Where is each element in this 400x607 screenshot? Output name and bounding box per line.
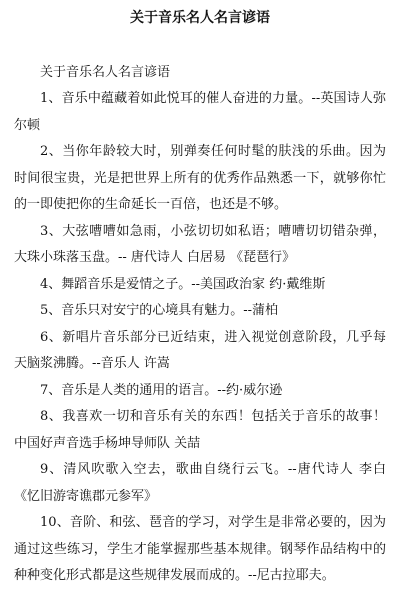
quote-paragraph-1: 1、音乐中蕴藏着如此悦耳的催人奋进的力量。--英国诗人弥尔顿 bbox=[14, 91, 386, 133]
quote-paragraph-8: 8、我喜欢一切和音乐有关的东西！包括关于音乐的故事！中国好声音选手杨坤导师队 关喆 bbox=[14, 409, 386, 451]
quote-paragraph-10: 10、音阶、和弦、琶音的学习，对学生是非常必要的，因为通过这些练习，学生才能掌握那些基本规律。钢琴作品结构中的种种变化形式都是这些规律发展而成的。--尼古拉耶夫。 bbox=[14, 515, 386, 583]
quote-paragraph-2: 2、当你年龄较大时，别弹奏任何时髦的肤浅的乐曲。因为时间很宝贵，光是把世界上所有的优秀作品熟悉一下，就够你忙的一即使把你的生命延长一百倍，也还是不够。 bbox=[14, 144, 386, 212]
document-title: 关于音乐名人名言谚语 bbox=[130, 10, 270, 26]
document-subheading: 关于音乐名人名言谚语 bbox=[40, 65, 171, 80]
quote-paragraph-9: 9、清风吹歌入空去，歌曲自绕行云飞。--唐代诗人 李白《忆旧游寄谯郡元参军》 bbox=[14, 462, 386, 504]
quote-paragraph-3: 3、大弦嘈嘈如急雨，小弦切切如私语；嘈嘈切切错杂弹，大珠小珠落玉盘。-- 唐代诗人 白居易 《琵琶行》 bbox=[14, 223, 386, 265]
quote-paragraph-6: 6、新唱片音乐部分已近结束，进入视觉创意阶段，几乎每天脑浆沸腾。--音乐人 许嵩 bbox=[14, 329, 386, 371]
quote-paragraph-4: 4、舞蹈音乐是爱情之子。--美国政治家 约·戴维斯 bbox=[40, 276, 326, 292]
quote-paragraph-5: 5、音乐只对安宁的心境具有魅力。--蒲柏 bbox=[40, 303, 279, 318]
quote-paragraph-7: 7、音乐是人类的通用的语言。--约·威尔逊 bbox=[40, 382, 283, 398]
